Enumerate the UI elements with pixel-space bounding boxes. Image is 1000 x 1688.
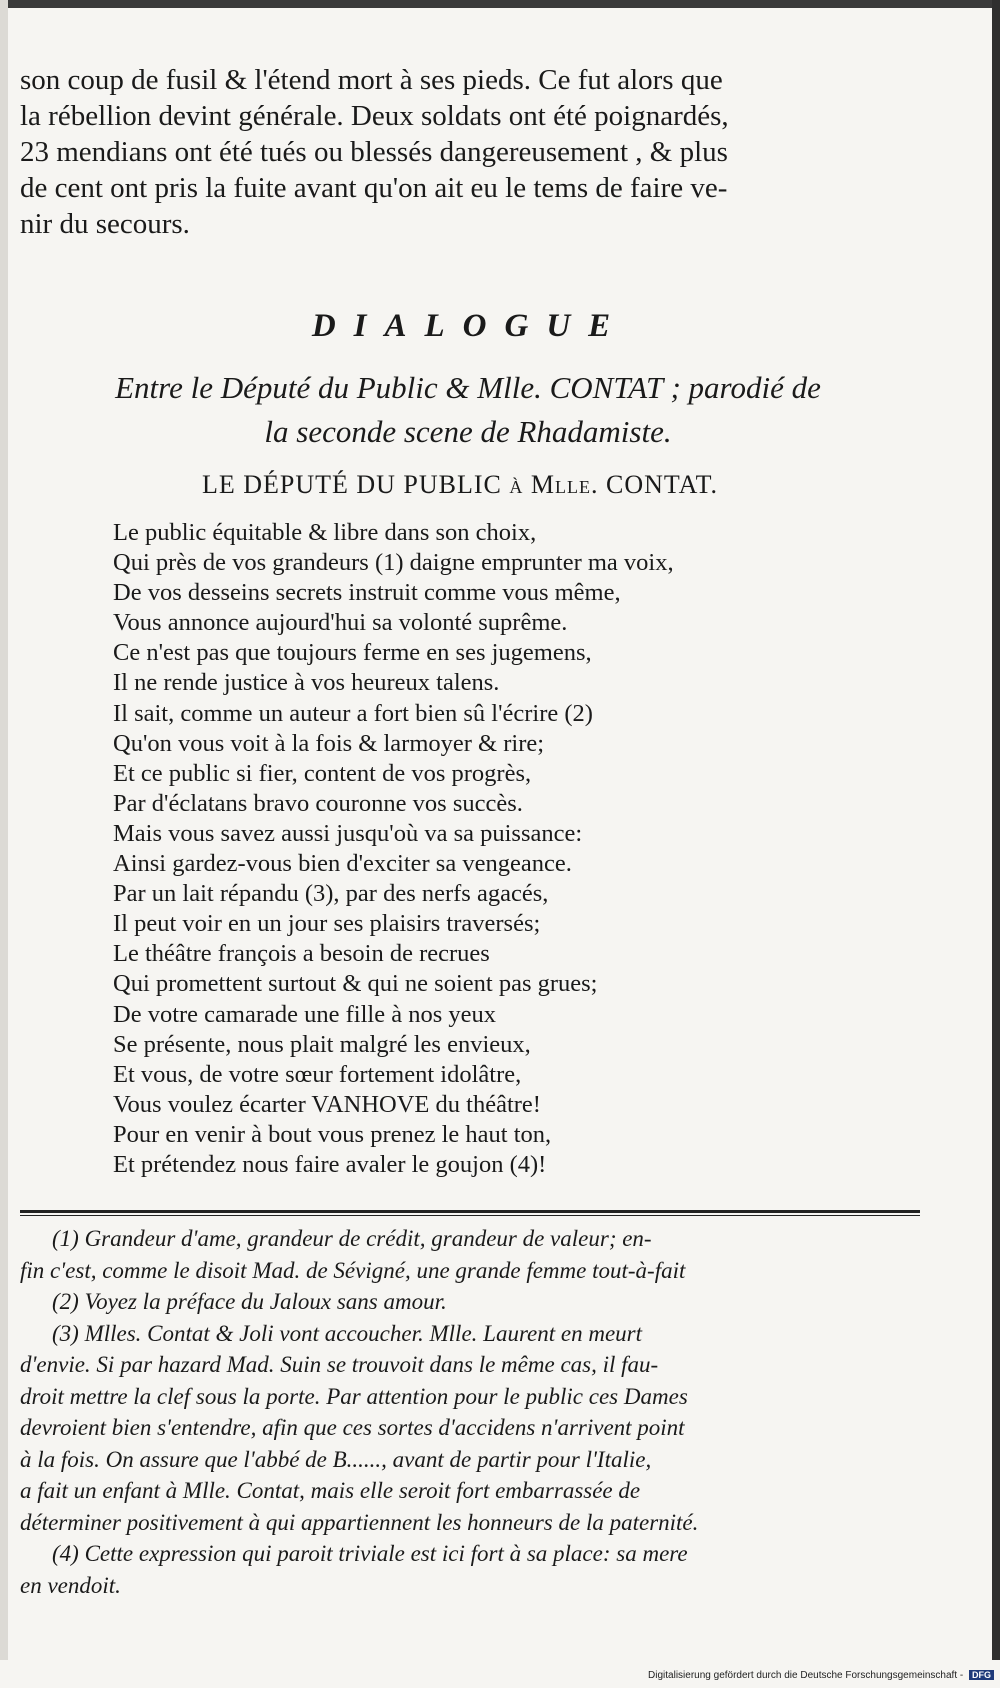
footnote-line: (2) Voyez la préface du Jaloux sans amour. xyxy=(52,1289,447,1314)
verse-line: Qu'on vous voit à la fois & larmoyer & rire; xyxy=(113,729,545,757)
verse-line: Et vous, de votre sœur fortement idolâtre, xyxy=(113,1060,522,1088)
subtitle-line: Entre le Député du Public & Mlle. CONTAT ; parodié de xyxy=(115,370,821,405)
verse-line: Il sait, comme un auteur a fort bien sû l'écrire (2) xyxy=(113,699,593,727)
intro-line: 23 mendians ont été tués ou blessés dangereusement , & plus xyxy=(20,136,728,168)
verse-line: Mais vous savez aussi jusqu'où va sa puissance: xyxy=(113,819,583,847)
verse-line: Le théâtre françois a besoin de recrues xyxy=(113,940,490,968)
verse-line: Pour en venir à bout vous prenez le haut ton, xyxy=(113,1120,552,1148)
digitization-credit xyxy=(648,1670,994,1681)
footnotes xyxy=(20,1223,920,1601)
subtitle-line: la seconde scene de Rhadamiste. xyxy=(264,414,672,449)
intro-line: la rébellion devint générale. Deux soldats ont été poignardés, xyxy=(20,100,729,132)
intro-paragraph xyxy=(20,62,915,242)
footnote-line: en vendoit. xyxy=(20,1572,121,1598)
footnote-line: fin c'est, comme le disoit Mad. de Sévigné, une grande femme tout-à-fait xyxy=(20,1257,686,1283)
verse-line: Et prétendez nous faire avaler le goujon (4)! xyxy=(113,1150,547,1178)
verse-line: Le public équitable & libre dans son choix, xyxy=(113,519,537,546)
verse-line: Ainsi gardez-vous bien d'exciter sa vengeance. xyxy=(113,850,572,878)
dfg-logo: DFG xyxy=(969,1670,994,1680)
verse-line: De votre camarade une fille à nos yeux xyxy=(113,1000,496,1028)
scan-edge-right xyxy=(992,0,1000,1660)
verse-line: Il ne rende justice à vos heureux talens. xyxy=(113,669,500,697)
footnote-rule xyxy=(20,1210,920,1213)
verse-line: Qui près de vos grandeurs (1) daigne emprunter ma voix, xyxy=(113,549,674,577)
footnote-line: droit mettre la clef sous la porte. Par attention pour le public ces Dames xyxy=(20,1383,688,1409)
footnote-line: d'envie. Si par hazard Mad. Suin se trouvoit dans le même cas, il fau- xyxy=(20,1352,659,1377)
verse-line: Par d'éclatans bravo couronne vos succès. xyxy=(113,789,523,817)
intro-line: son coup de fusil & l'étend mort à ses pieds. Ce fut alors que xyxy=(20,64,723,96)
footnote-line: devroient bien s'entendre, afin que ces sortes d'accidens n'arrivent point xyxy=(20,1415,685,1440)
footnote-line: à la fois. On assure que l'abbé de B......, avant de partir pour l'Italie, xyxy=(20,1446,652,1472)
verse-line: Et ce public si fier, content de vos progrès, xyxy=(113,759,532,787)
scan-edge-top xyxy=(0,0,1000,8)
intro-line: de cent ont pris la fuite avant qu'on ait eu le tems de faire ve- xyxy=(20,172,728,204)
verse-line: Vous voulez écarter VANHOVE du théâtre! xyxy=(113,1090,541,1118)
scan-edge-left xyxy=(0,0,8,1660)
verse-block xyxy=(113,518,913,1180)
footnote-rule-thin xyxy=(20,1215,920,1216)
speaker-heading: LE DÉPUTÉ DU PUBLIC à Mlle. CONTAT. xyxy=(201,470,719,499)
verse-line: Par un lait répandu (3), par des nerfs agacés, xyxy=(113,880,549,908)
verse-line: De vos desseins secrets instruit comme vous même, xyxy=(113,579,621,607)
verse-line: Il peut voir en un jour ses plaisirs traversés; xyxy=(113,910,541,938)
dialogue-heading: DIALOGUE xyxy=(311,308,629,344)
footnote-line: (3) Mlles. Contat & Joli vont accoucher. Mlle. Laurent en meurt xyxy=(52,1320,643,1346)
footnote-line: déterminer positivement à qui appartiennent les honneurs de la paternité. xyxy=(20,1509,699,1535)
verse-line: Se présente, nous plait malgré les envieux, xyxy=(113,1030,531,1058)
credit-text: Digitalisierung gefördert durch die Deutsche Forschungsgemeinschaft - xyxy=(648,1670,964,1681)
dialogue-subtitle xyxy=(18,366,918,454)
verse-line: Ce n'est pas que toujours ferme en ses jugemens, xyxy=(113,639,592,667)
intro-line: nir du secours. xyxy=(20,208,190,240)
footnote-line: (1) Grandeur d'ame, grandeur de crédit, grandeur de valeur; en- xyxy=(52,1226,652,1251)
footnote-line: a fait un enfant à Mlle. Contat, mais elle seroit fort embarrassée de xyxy=(20,1478,641,1503)
verse-line: Qui promettent surtout & qui ne soient pas grues; xyxy=(113,970,598,998)
footnote-line: (4) Cette expression qui paroit triviale est ici fort à sa place: sa mere xyxy=(52,1541,688,1566)
verse-line: Vous annonce aujourd'hui sa volonté suprême. xyxy=(113,609,568,637)
